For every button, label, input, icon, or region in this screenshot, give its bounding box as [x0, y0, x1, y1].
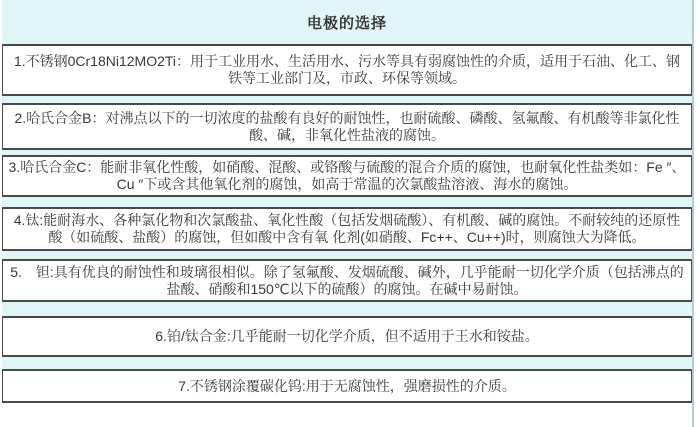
table-row-stainless-steel: 1.不锈钢0Cr18Ni12MO2Ti：用于工业用水、生活用水、污水等具有弱腐蚀性的介质，适用于石油、化工、钢铁等工业部门及，市政、环保等领域。 [2, 44, 692, 96]
table-row-titanium: 4.钛:能耐海水、各种氯化物和次氯酸盐、氧化性酸（包括发烟硫酸）、有机酸、碱的腐蚀。不耐较纯的还原性酸（如硫酸、盐酸）的腐蚀，但如酸中含有氧 化剂(如硝酸、Fc++、Cu++)时，则腐蚀大为降低。 [2, 207, 692, 251]
electrode-table [2, 0, 692, 403]
table-row-hastelloy-c: 3.哈氏合金C：能耐非氧化性酸，如硝酸、混酸、或铬酸与硫酸的混合介质的腐蚀，也耐氧化性盐类如：Fe ″、Cu ″下或含其他氧化剂的腐蚀，如高于常温的次氯酸盐溶液、海水的腐蚀。 [2, 155, 692, 197]
page-title: 电极的选择 [306, 14, 387, 32]
table-row-hastelloy-b: 2.哈氏合金B：对沸点以下的一切浓度的盐酸有良好的耐蚀性，也耐硫酸、磷酸、氢氟酸、有机酸等非氯化性酸、碱，非氧化性盐液的腐蚀。 [2, 103, 692, 150]
right-border-line [692, 0, 694, 427]
table-row-tantalum: 5. 钽:具有优良的耐蚀性和玻璃很相似。除了氢氟酸、发烟硫酸、碱外，几乎能耐一切化学介质（包括沸点的盐酸、硝酸和150℃以下的硫酸）的腐蚀。在碱中易耐蚀。 [2, 259, 692, 302]
table-row-tungsten-carbide: 7.不锈钢涂覆碳化钨:用于无腐蚀性，强磨损性的介质。 [2, 369, 692, 403]
table-row-platinum-titanium: 6.铂/钛合金:几乎能耐一切化学介质，但不适用于王水和铵盐。 [2, 316, 692, 357]
